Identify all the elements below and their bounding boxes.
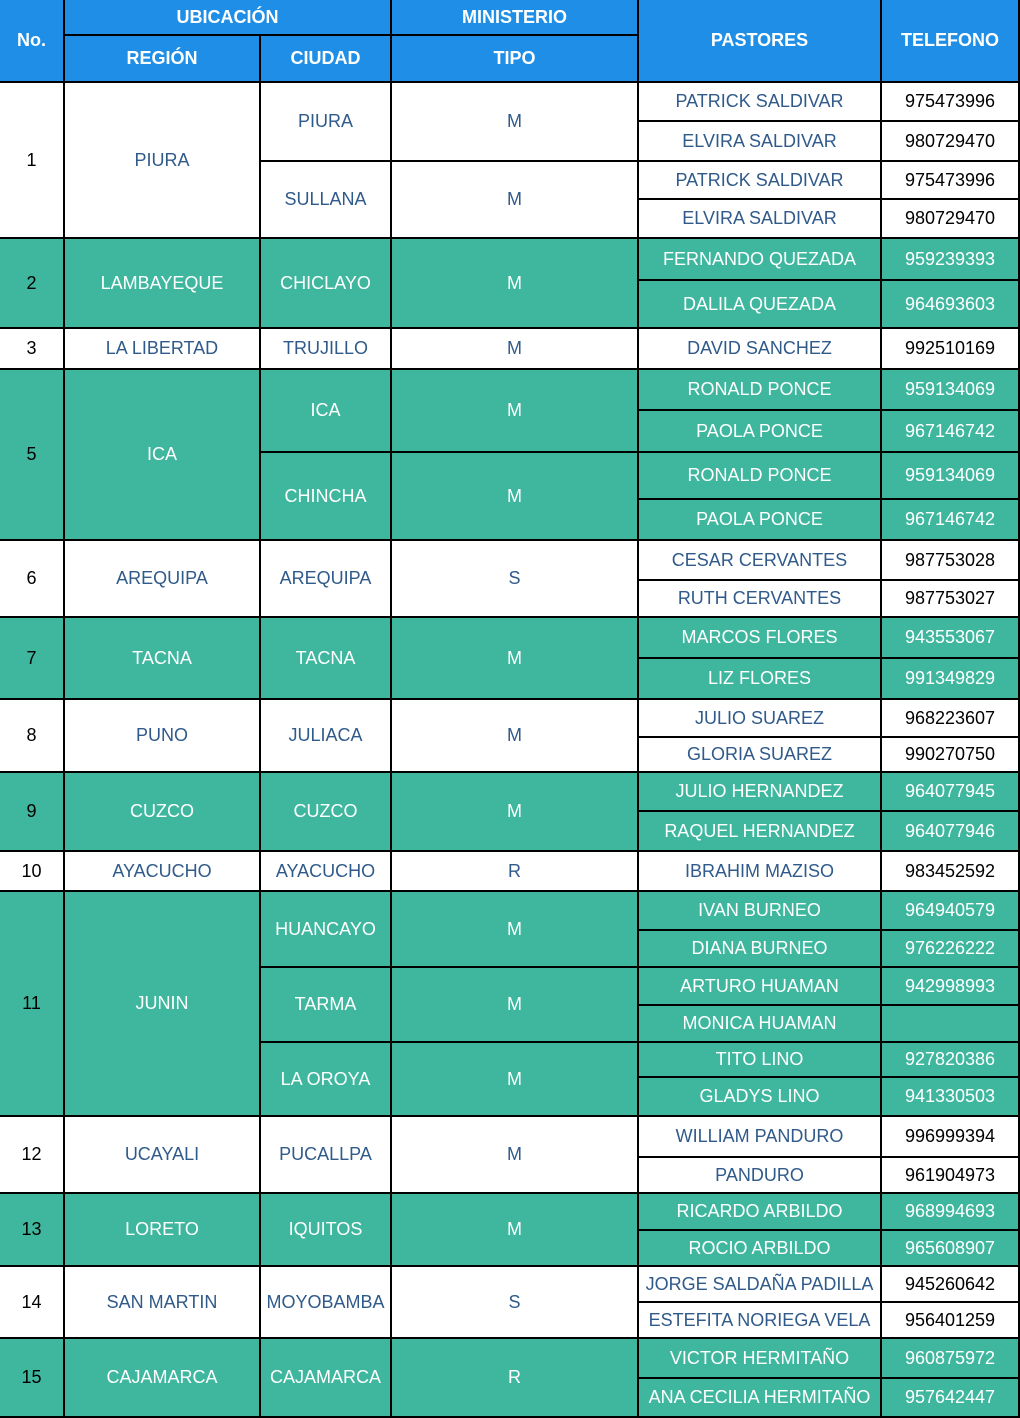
city-cell: IQUITOS <box>261 1194 392 1267</box>
pastor-name: RONALD PONCE <box>639 370 882 411</box>
tipo-cell: M <box>392 239 639 329</box>
pastor-name: FERNANDO QUEZADA <box>639 239 882 281</box>
city-cell: PUCALLPA <box>261 1117 392 1194</box>
city-cell: CUZCO <box>261 773 392 852</box>
tipo-cell: M <box>392 968 639 1043</box>
tipo-cell: S <box>392 541 639 618</box>
phone-number: 967146742 <box>882 500 1020 541</box>
row-number: 9 <box>0 773 65 852</box>
city-cell: TARMA <box>261 968 392 1043</box>
city-cell: AYACUCHO <box>261 852 392 892</box>
phone-number: 987753028 <box>882 541 1020 581</box>
phone-number: 991349829 <box>882 659 1020 700</box>
phone-number: 941330503 <box>882 1078 1020 1117</box>
pastor-name: IVAN BURNEO <box>639 892 882 931</box>
phone-number: 987753027 <box>882 581 1020 618</box>
phone-number: 943553067 <box>882 618 1020 659</box>
phone-number: 957642447 <box>882 1379 1020 1418</box>
header-region: REGIÓN <box>65 36 261 83</box>
city-cell: JULIACA <box>261 700 392 773</box>
pastor-name: JULIO SUAREZ <box>639 700 882 738</box>
header-telefono: TELEFONO <box>882 0 1020 83</box>
phone-number: 945260642 <box>882 1267 1020 1303</box>
pastor-name: PATRICK SALDIVAR <box>639 162 882 200</box>
pastor-name: LIZ FLORES <box>639 659 882 700</box>
tipo-cell: R <box>392 852 639 892</box>
pastor-name: RUTH CERVANTES <box>639 581 882 618</box>
city-cell: CHICLAYO <box>261 239 392 329</box>
tipo-cell: M <box>392 453 639 541</box>
pastor-name: MARCOS FLORES <box>639 618 882 659</box>
phone-number: 942998993 <box>882 968 1020 1006</box>
region-cell: AREQUIPA <box>65 541 261 618</box>
row-number: 3 <box>0 329 65 370</box>
pastor-name: ROCIO ARBILDO <box>639 1231 882 1267</box>
tipo-cell: M <box>392 700 639 773</box>
city-cell: MOYOBAMBA <box>261 1267 392 1339</box>
pastor-name: ELVIRA SALDIVAR <box>639 200 882 239</box>
tipo-cell: M <box>392 83 639 162</box>
pastor-name: TITO LINO <box>639 1043 882 1078</box>
city-cell: SULLANA <box>261 162 392 239</box>
row-number: 6 <box>0 541 65 618</box>
pastor-name: ANA CECILIA HERMITAÑO <box>639 1379 882 1418</box>
tipo-cell: M <box>392 162 639 239</box>
header-tipo: TIPO <box>392 36 639 83</box>
row-number: 14 <box>0 1267 65 1339</box>
phone-number: 980729470 <box>882 200 1020 239</box>
city-cell: CAJAMARCA <box>261 1339 392 1418</box>
pastor-name: GLORIA SUAREZ <box>639 738 882 773</box>
pastor-name: DALILA QUEZADA <box>639 281 882 329</box>
region-cell: SAN MARTIN <box>65 1267 261 1339</box>
city-cell: ICA <box>261 370 392 453</box>
header-no: No. <box>0 0 65 83</box>
phone-number: 960875972 <box>882 1339 1020 1379</box>
header-ubicacion: UBICACIÓN <box>65 0 392 36</box>
pastor-name: CESAR CERVANTES <box>639 541 882 581</box>
phone-number <box>882 1006 1020 1043</box>
region-cell: LA LIBERTAD <box>65 329 261 370</box>
phone-number: 964693603 <box>882 281 1020 329</box>
phone-number: 967146742 <box>882 411 1020 453</box>
row-number: 5 <box>0 370 65 541</box>
city-cell: LA OROYA <box>261 1043 392 1117</box>
tipo-cell: M <box>392 892 639 968</box>
phone-number: 975473996 <box>882 162 1020 200</box>
pastor-name: RONALD PONCE <box>639 453 882 500</box>
region-cell: UCAYALI <box>65 1117 261 1194</box>
phone-number: 980729470 <box>882 122 1020 162</box>
pastor-name: PAOLA PONCE <box>639 411 882 453</box>
pastor-name: RICARDO ARBILDO <box>639 1194 882 1231</box>
phone-number: 992510169 <box>882 329 1020 370</box>
header-ciudad: CIUDAD <box>261 36 392 83</box>
region-cell: ICA <box>65 370 261 541</box>
phone-number: 959239393 <box>882 239 1020 281</box>
pastor-name: VICTOR HERMITAÑO <box>639 1339 882 1379</box>
phone-number: 968994693 <box>882 1194 1020 1231</box>
tipo-cell: M <box>392 329 639 370</box>
region-cell: CAJAMARCA <box>65 1339 261 1418</box>
phone-number: 961904973 <box>882 1158 1020 1194</box>
row-number: 13 <box>0 1194 65 1267</box>
pastor-name: DIANA BURNEO <box>639 931 882 968</box>
region-cell: PUNO <box>65 700 261 773</box>
region-cell: JUNIN <box>65 892 261 1117</box>
pastor-name: WILLIAM PANDURO <box>639 1117 882 1158</box>
city-cell: HUANCAYO <box>261 892 392 968</box>
tipo-cell: S <box>392 1267 639 1339</box>
tipo-cell: R <box>392 1339 639 1418</box>
tipo-cell: M <box>392 618 639 700</box>
pastor-name: ESTEFITA NORIEGA VELA <box>639 1303 882 1339</box>
pastor-name: JULIO HERNANDEZ <box>639 773 882 812</box>
phone-number: 964940579 <box>882 892 1020 931</box>
pastor-name: ELVIRA SALDIVAR <box>639 122 882 162</box>
region-cell: CUZCO <box>65 773 261 852</box>
phone-number: 990270750 <box>882 738 1020 773</box>
pastor-name: IBRAHIM MAZISO <box>639 852 882 892</box>
row-number: 10 <box>0 852 65 892</box>
header-pastores: PASTORES <box>639 0 882 83</box>
city-cell: TACNA <box>261 618 392 700</box>
region-cell: PIURA <box>65 83 261 239</box>
phone-number: 983452592 <box>882 852 1020 892</box>
pastor-name: RAQUEL HERNANDEZ <box>639 812 882 852</box>
tipo-cell: M <box>392 1194 639 1267</box>
pastor-name: MONICA HUAMAN <box>639 1006 882 1043</box>
pastor-name: DAVID SANCHEZ <box>639 329 882 370</box>
phone-number: 968223607 <box>882 700 1020 738</box>
region-cell: AYACUCHO <box>65 852 261 892</box>
phone-number: 959134069 <box>882 370 1020 411</box>
city-cell: AREQUIPA <box>261 541 392 618</box>
row-number: 12 <box>0 1117 65 1194</box>
region-cell: LAMBAYEQUE <box>65 239 261 329</box>
city-cell: CHINCHA <box>261 453 392 541</box>
city-cell: TRUJILLO <box>261 329 392 370</box>
pastor-name: GLADYS LINO <box>639 1078 882 1117</box>
phone-number: 927820386 <box>882 1043 1020 1078</box>
tipo-cell: M <box>392 1117 639 1194</box>
row-number: 2 <box>0 239 65 329</box>
row-number: 15 <box>0 1339 65 1418</box>
row-number: 7 <box>0 618 65 700</box>
phone-number: 964077945 <box>882 773 1020 812</box>
pastor-name: ARTURO HUAMAN <box>639 968 882 1006</box>
tipo-cell: M <box>392 370 639 453</box>
row-number: 11 <box>0 892 65 1117</box>
tipo-cell: M <box>392 773 639 852</box>
pastor-name: PAOLA PONCE <box>639 500 882 541</box>
phone-number: 959134069 <box>882 453 1020 500</box>
phone-number: 964077946 <box>882 812 1020 852</box>
tipo-cell: M <box>392 1043 639 1117</box>
phone-number: 976226222 <box>882 931 1020 968</box>
city-cell: PIURA <box>261 83 392 162</box>
header-ministerio: MINISTERIO <box>392 0 639 36</box>
pastor-name: PANDURO <box>639 1158 882 1194</box>
phone-number: 996999394 <box>882 1117 1020 1158</box>
pastor-name: JORGE SALDAÑA PADILLA <box>639 1267 882 1303</box>
pastor-name: PATRICK SALDIVAR <box>639 83 882 122</box>
phone-number: 965608907 <box>882 1231 1020 1267</box>
region-cell: LORETO <box>65 1194 261 1267</box>
row-number: 8 <box>0 700 65 773</box>
region-cell: TACNA <box>65 618 261 700</box>
row-number: 1 <box>0 83 65 239</box>
phone-number: 956401259 <box>882 1303 1020 1339</box>
phone-number: 975473996 <box>882 83 1020 122</box>
